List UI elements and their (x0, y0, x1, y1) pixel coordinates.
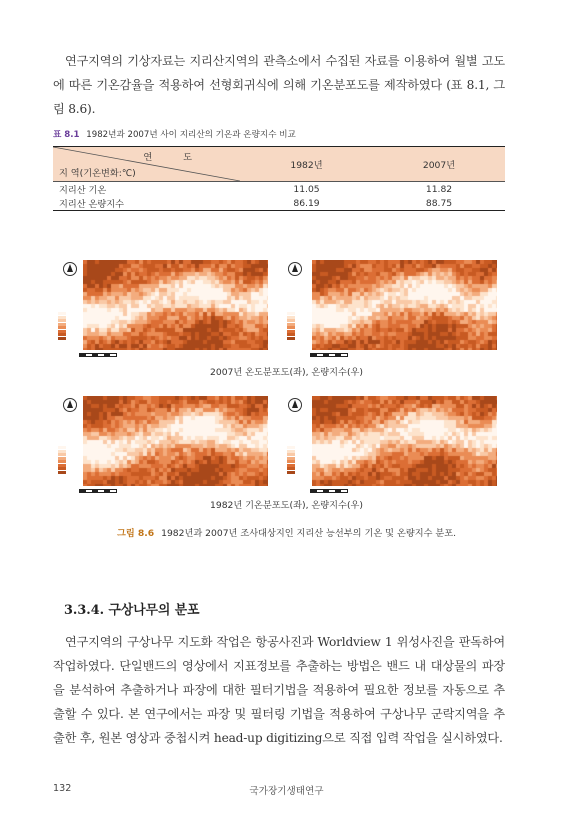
page-number: 132 (53, 783, 72, 794)
header-col-2007: 2007년 (373, 147, 505, 182)
map-legend (287, 446, 309, 476)
intro-paragraph-text: 연구지역의 기상자료는 지리산지역의 관측소에서 수집된 자료를 이용하여 월별 고도에 따른 기온감율을 적용하여 선형회귀식에 의해 기온분포도를 제작하였다 (표 8.1, 그림 8.6). (53, 54, 505, 116)
table-header-corner (53, 147, 240, 182)
north-arrow-icon (63, 262, 77, 276)
map-legend (58, 446, 80, 476)
table-caption (53, 128, 296, 140)
temperature-raster-2007 (83, 260, 268, 350)
figure-caption-text: 1982년과 2007년 조사대상지인 지리산 능선부의 기온 및 온량지수 분포. (161, 528, 457, 539)
map-1982-temperature (57, 394, 272, 496)
map-2007-temperature (57, 258, 272, 360)
temperature-raster-1982 (83, 396, 268, 486)
row-name-temperature: 지리산 기온 (59, 185, 107, 196)
scale-bar (310, 486, 390, 492)
map-legend (58, 312, 80, 342)
map-legend (287, 312, 309, 342)
table-row (53, 196, 505, 211)
table-row (53, 182, 505, 197)
cell-warmth-1982: 86.19 (293, 197, 320, 209)
maps-row2-caption: 1982년 기온분포도(좌), 온량지수(우) (210, 500, 363, 511)
cell-temp-2007: 11.82 (425, 183, 453, 195)
header-year-label: 연 도 (143, 152, 206, 163)
footer-publication: 국가장기생태연구 (249, 786, 324, 797)
cell-warmth-2007: 88.75 (425, 197, 453, 209)
section-paragraph (53, 630, 505, 750)
header-location-label: 지 역(기온변화:℃) (59, 168, 136, 179)
north-arrow-icon (288, 398, 302, 412)
table-caption-text: 1982년과 2007년 사이 지리산의 기온과 온량지수 비교 (86, 130, 296, 140)
temperature-table (53, 146, 505, 211)
scale-bar (79, 486, 159, 492)
scale-bar (310, 350, 390, 356)
section-title: 3.3.4. 구상나무의 분포 (64, 603, 200, 618)
table-header-row (53, 147, 505, 182)
map-1982-warmth-index (286, 394, 501, 496)
table-caption-label: 표 8.1 (53, 130, 80, 140)
figure-caption-label: 그림 8.6 (116, 528, 155, 539)
north-arrow-icon (63, 398, 77, 412)
cell-temp-1982: 11.05 (293, 183, 320, 195)
header-col-1982: 1982년 (240, 147, 373, 182)
map-2007-warmth-index (286, 258, 501, 360)
intro-paragraph (53, 49, 505, 121)
scale-bar (79, 350, 159, 356)
row-name-warmth-index: 지리산 온량지수 (59, 199, 125, 210)
figure-caption (0, 525, 573, 539)
section-paragraph-text: 연구지역의 구상나무 지도화 작업은 항공사진과 Worldview 1 위성사진을 판독하여 작업하였다. 단일밴드의 영상에서 지표정보를 추출하는 방법은 밴드 내 대상물의 파장을 분석하여 추출하거나 파장에 대한 필터기법을 적용하여 필요한 정보를 자동으로 추출할 수 있다. 본 연구에서는 파장 및 필터링 기법을 적용하여 구상나무 군락지역을 추출한 후, 원본 영상과 중첩시켜 head-up digitizing으로 직접 입력 작업을 실시하였다. (53, 635, 505, 745)
warmth-raster-1982 (312, 396, 497, 486)
north-arrow-icon (288, 262, 302, 276)
warmth-raster-2007 (312, 260, 497, 350)
maps-row1-caption: 2007년 온도분포도(좌), 온량지수(우) (210, 367, 363, 378)
